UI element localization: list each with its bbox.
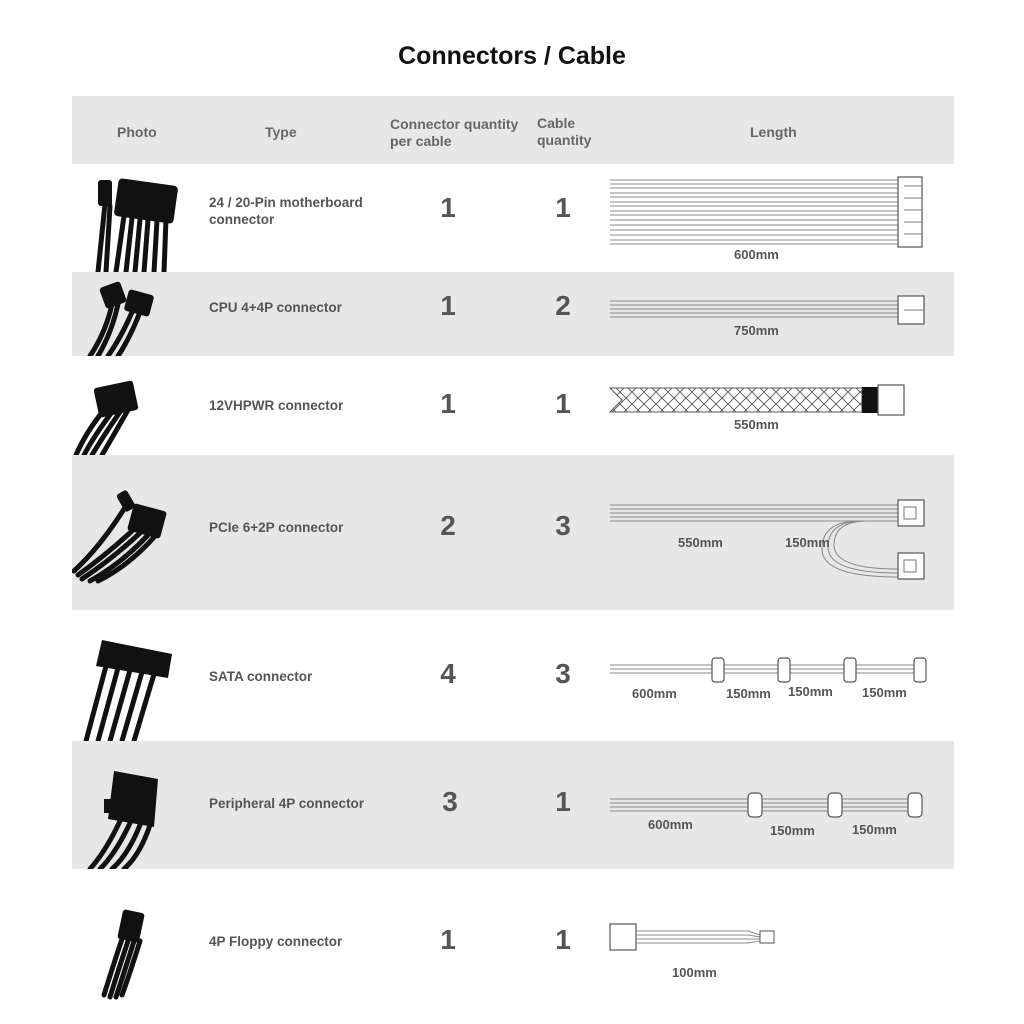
- cable-diagram-peripheral: [608, 741, 954, 869]
- length-label: 550mm: [678, 535, 723, 550]
- cable-quantity: 1: [555, 388, 571, 419]
- length-label: 150mm: [788, 684, 833, 699]
- cable-quantity: 1: [555, 924, 571, 955]
- length-label: 150mm: [862, 685, 907, 700]
- table-header: [72, 96, 954, 164]
- length-label: 600mm: [648, 817, 693, 832]
- table-row: [72, 272, 954, 356]
- cable-quantity: 3: [555, 510, 571, 541]
- connector-quantity: 2: [440, 510, 456, 541]
- length-label: 150mm: [770, 823, 815, 838]
- connector-type-label: SATA connector: [209, 669, 313, 684]
- connector-quantity: 1: [440, 388, 456, 419]
- length-label: 150mm: [852, 822, 897, 837]
- table-row: [72, 455, 954, 610]
- table-row: [72, 356, 954, 455]
- 12vhpwr-connector-photo: [72, 356, 200, 455]
- cable-quantity: 2: [555, 290, 571, 321]
- header-photo: Photo: [117, 124, 157, 140]
- length-label: 150mm: [726, 686, 771, 701]
- header-type: Type: [265, 124, 297, 140]
- length-label: 150mm: [785, 535, 830, 550]
- cable-diagram-24pin: [608, 164, 954, 272]
- connector-type-label: PCIe 6+2P connector: [209, 520, 344, 535]
- peripheral-connector-photo: [72, 741, 200, 869]
- motherboard-connector-photo: [72, 164, 200, 272]
- table-row: [72, 610, 954, 741]
- cable-diagram-12vhpwr: [608, 356, 954, 455]
- table-row: [72, 741, 954, 869]
- length-label: 600mm: [734, 247, 779, 262]
- connector-type-label: CPU 4+4P connector: [209, 300, 342, 315]
- cable-diagram-pcie: [608, 455, 954, 610]
- length-label: 550mm: [734, 417, 779, 432]
- connector-quantity: 1: [440, 924, 456, 955]
- cable-diagram-cpu: [608, 272, 954, 356]
- connector-quantity: 1: [440, 192, 456, 223]
- connector-quantity: 4: [440, 658, 456, 689]
- header-connector-quantity: Connector quantity per cable: [390, 116, 519, 149]
- floppy-connector-photo: [72, 869, 200, 1009]
- length-label: 600mm: [632, 686, 677, 701]
- table-row: [72, 869, 954, 1009]
- cable-quantity: 1: [555, 192, 571, 223]
- connector-type-label: Peripheral 4P connector: [209, 796, 365, 811]
- pcie-connector-photo: [72, 455, 200, 610]
- cable-quantity: 3: [555, 658, 571, 689]
- cable-diagram-sata: [608, 610, 954, 741]
- connector-type-label: 24 / 20-Pin motherboard connector: [209, 195, 363, 227]
- connector-quantity: 1: [440, 290, 456, 321]
- connector-type-label: 4P Floppy connector: [209, 934, 343, 949]
- cable-diagram-floppy: [608, 869, 954, 1009]
- connector-type-label: 12VHPWR connector: [209, 398, 344, 413]
- cable-quantity: 1: [555, 786, 571, 817]
- cpu-connector-photo: [72, 272, 200, 356]
- length-label: 750mm: [734, 323, 779, 338]
- sata-connector-photo: [72, 610, 200, 741]
- length-label: 100mm: [672, 965, 717, 980]
- page-title: Connectors / Cable: [398, 42, 626, 70]
- header-length: Length: [750, 124, 797, 140]
- table-row: [72, 164, 954, 272]
- header-cable-quantity: Cable quantity: [537, 115, 592, 148]
- connector-quantity: 3: [442, 786, 458, 817]
